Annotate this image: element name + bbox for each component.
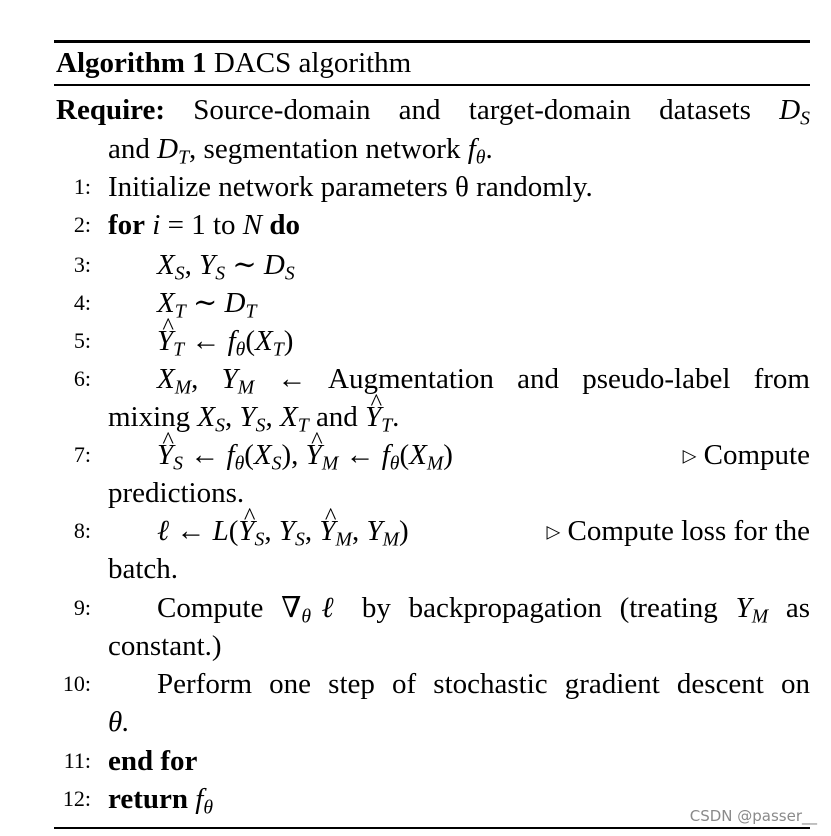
step-1: 1: Initialize network parameters θ randomly. <box>73 171 593 203</box>
step-7-comment: ▷ Compute <box>682 439 810 471</box>
algorithm-name: DACS algorithm <box>213 47 412 79</box>
algorithm-title <box>56 43 411 83</box>
step-8-comment: ▷ Compute loss for the <box>546 515 810 547</box>
watermark: CSDN @passer__ <box>689 807 817 825</box>
step-6: 6: $X_M$, $Y_M$ ← Augmentation and pseudo-label from <box>73 363 810 399</box>
step-2: 2: for i = 1 to N do <box>73 209 300 241</box>
step-11: 11: end for <box>63 745 198 777</box>
require-keyword: Require: <box>56 94 166 126</box>
step-9: 9: Compute $\nabla_\theta\ell$ by backpropagation (treating $Y_M$ as <box>73 592 811 628</box>
algorithm-label: Algorithm 1 <box>56 47 207 79</box>
step-3: 3: $X_S$, $Y_S$ ∼ $D_S$ <box>73 249 295 285</box>
step-8-cont: batch. <box>108 553 179 585</box>
step-12: 12: return $f_\theta$ <box>62 783 214 819</box>
comment-triangle-icon: ▷ <box>546 521 561 542</box>
require-line-2: and $D_T$, segmentation network $f_\theta$. <box>108 133 493 169</box>
step-10: 10: Perform one step of stochastic gradient descent on <box>62 668 810 700</box>
comment-triangle-icon: ▷ <box>682 445 697 466</box>
title-rule <box>54 84 810 86</box>
require-line-1: Require: Source-domain and target-domain datasets $D_S$ <box>56 94 811 130</box>
step-7-cont: predictions. <box>108 477 245 509</box>
step-9-cont: constant.) <box>108 630 222 662</box>
step-5: 5: ^ $Y_T$ ← $f_\theta(X_T)$ <box>0 322 831 360</box>
step-7: 7: ^ $Y_S$ ← $f_\theta(X_S)$, ^ $Y_M$ ← $f_\theta(X_M)$ ▷ Compute <box>0 436 831 474</box>
step-6-cont: mixing $X_S$, $Y_S$, $X_T$ and ^ $Y_T$. <box>0 398 831 436</box>
step-4: 4: $X_T$ ∼ $D_T$ <box>73 287 257 323</box>
step-10-cont: θ. <box>108 706 130 738</box>
bottom-rule <box>54 827 810 829</box>
step-8: 8: ℓ ← L(^ $Y_S$, $Y_S$, ^ $Y_M$, $Y_M$) ▷ Compute loss for the <box>0 512 831 550</box>
